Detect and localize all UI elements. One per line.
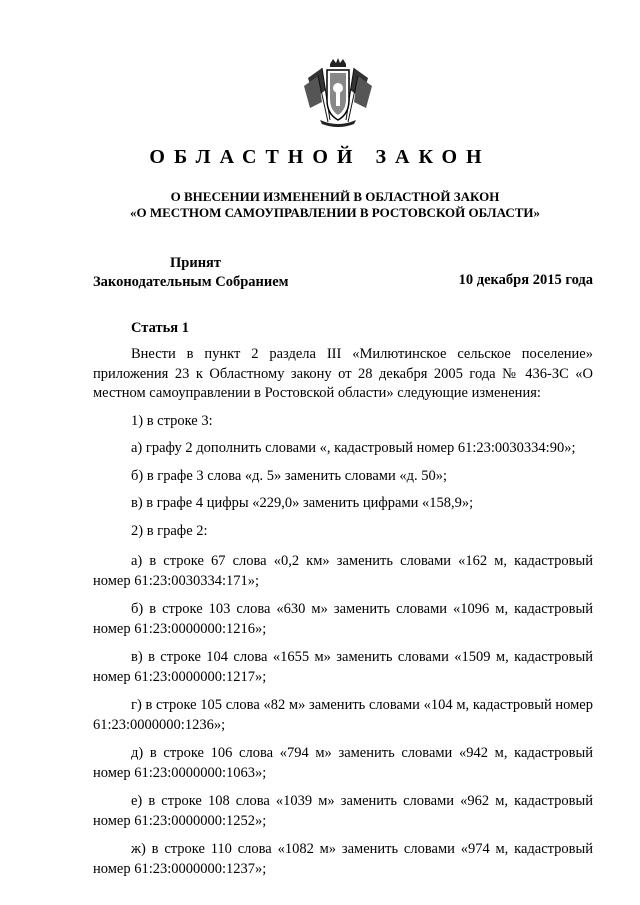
paragraph-item: 1) в строке 3: bbox=[131, 412, 213, 429]
paragraph-item: в) в графе 4 цифры «229,0» заменить цифрами «158,9»; bbox=[131, 495, 474, 511]
paragraph-item: б) в графе 3 слова «д. 5» заменить словами «д. 50»; bbox=[131, 467, 448, 484]
paragraph-item: д) в строке 106 слова «794 м» заменить словами «942 м, кадастровый номер 61:23:0000000:1063»; bbox=[93, 745, 593, 781]
article-heading: Статья 1 bbox=[131, 320, 189, 336]
adopted-label: Принят bbox=[170, 255, 222, 271]
paragraph-item: а) в строке 67 слова «0,2 км» заменить словами «162 м, кадастровый номер 61:23:0030334:171»; bbox=[93, 553, 593, 589]
paragraph-item: е) в строке 108 слова «1039 м» заменить словами «962 м, кадастровый номер 61:23:0000000:1252»; bbox=[93, 793, 593, 829]
adopted-by: Законодательным Собранием bbox=[93, 274, 289, 290]
paragraph-item: г) в строке 105 слова «82 м» заменить словами «104 м, кадастровый номер 61:23:0000000:1236»; bbox=[93, 697, 593, 733]
adoption-block bbox=[93, 254, 289, 292]
law-subtitle-line-2: «О МЕСТНОМ САМОУПРАВЛЕНИИ В РОСТОВСКОЙ ОБЛАСТИ» bbox=[130, 205, 540, 220]
paragraph-item: в) в строке 104 слова «1655 м» заменить словами «1509 м, кадастровый номер 61:23:0000000:1217»; bbox=[93, 649, 593, 685]
paragraph-item: 2) в графе 2: bbox=[131, 522, 208, 539]
paragraph-item: ж) в строке 110 слова «1082 м» заменить словами «974 м, кадастровый номер 61:23:0000000:1237»; bbox=[93, 841, 593, 877]
article-body bbox=[93, 345, 593, 879]
law-subtitle-line-1: О ВНЕСЕНИИ ИЗМЕНЕНИЙ В ОБЛАСТНОЙ ЗАКОН bbox=[170, 189, 500, 204]
coat-of-arms-icon bbox=[300, 58, 376, 128]
paragraph-item: а) графу 2 дополнить словами «, кадастровый номер 61:23:0030334:90»; bbox=[131, 440, 576, 456]
law-title: ОБЛАСТНОЙ ЗАКОН bbox=[149, 146, 491, 168]
paragraph-intro: Внести в пункт 2 раздела III «Милютинское сельское поселение» приложения 23 к Областному закону от 28 декабря 2005 года № 436-ЗС «О местном самоуправлении в Ростовской области» следующие изменения: bbox=[93, 346, 593, 401]
adoption-date: 10 декабря 2015 года bbox=[458, 272, 593, 288]
paragraph-item: б) в строке 103 слова «630 м» заменить словами «1096 м, кадастровый номер 61:23:0000000:1216»; bbox=[93, 601, 593, 637]
